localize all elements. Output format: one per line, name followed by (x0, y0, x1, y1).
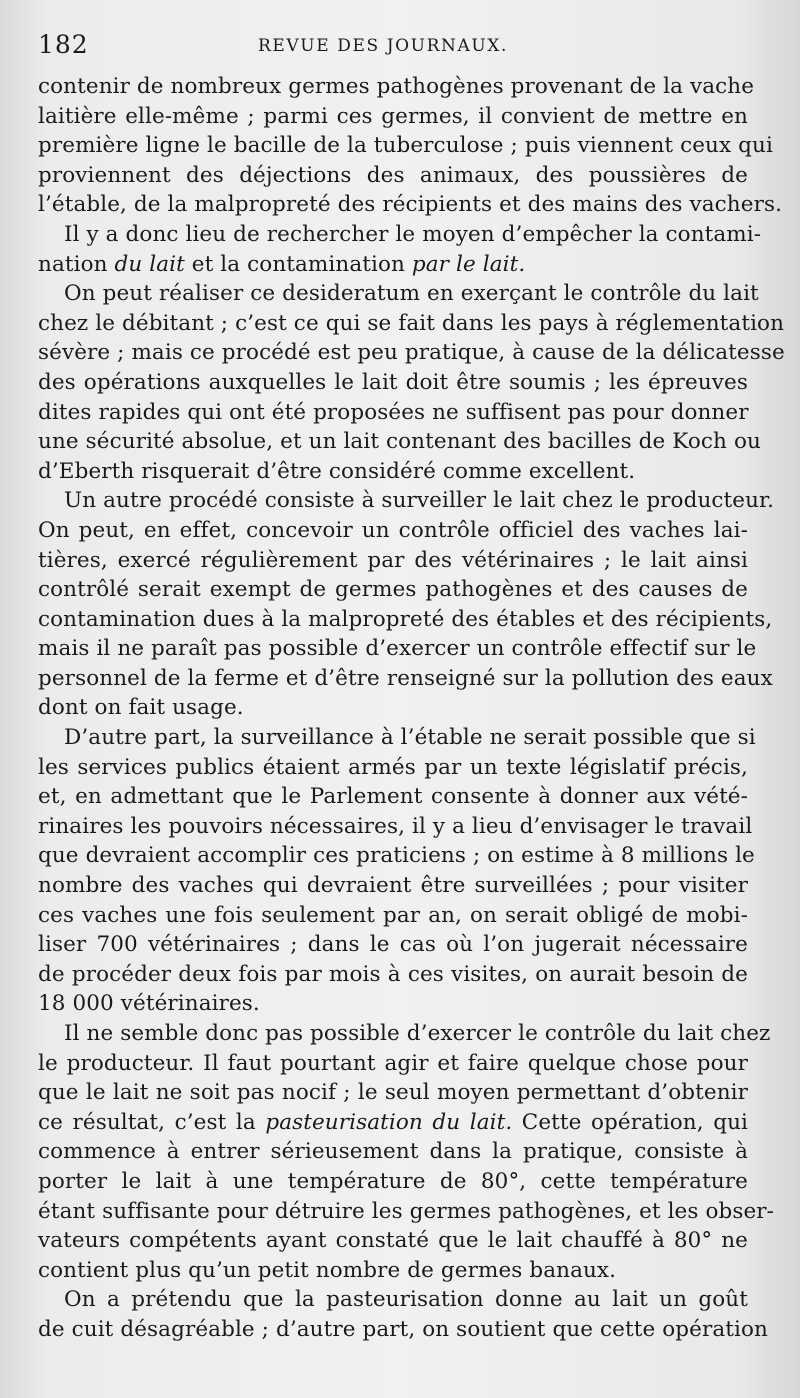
text-line: liser 700 vétérinaires ; dans le cas où l’on jugerait nécessaire (38, 932, 748, 958)
paragraph-start-line: Il y a donc lieu de rechercher le moyen d’empêcher la contami- (64, 221, 762, 247)
text-segment: nation (38, 251, 115, 277)
text-line-with-emphasis (38, 250, 748, 280)
text-line: 18 000 vétérinaires. (38, 991, 260, 1017)
text-line: et, en admettant que le Parlement consente à donner aux vété- (38, 784, 748, 810)
emphasis-du-lait: du lait (114, 251, 185, 277)
text-line: première ligne le bacille de la tuberculose ; puis viennent ceux qui (38, 133, 773, 159)
text-line: dont on fait usage. (38, 695, 244, 721)
text-line: de cuit désagréable ; d’autre part, on soutient que cette opération (38, 1316, 768, 1342)
page-number: 182 (38, 30, 89, 59)
text-line: sévère ; mais ce procédé est peu pratique, à cause de la délicatesse (38, 340, 785, 366)
text-line: d’Eberth risquerait d’être considéré comme excellent. (38, 458, 636, 484)
text-line: mais il ne paraît pas possible d’exercer un contrôle effectif sur le (38, 636, 757, 662)
text-line: le producteur. Il faut pourtant agir et faire quelque chose pour (38, 1050, 748, 1076)
text-line: contient plus qu’un petit nombre de germes banaux. (38, 1257, 617, 1283)
text-line: les services publics étaient armés par un texte législatif précis, (38, 754, 748, 780)
text-line: rinaires les pouvoirs nécessaires, il y a lieu d’envisager le travail (38, 813, 753, 839)
emphasis-par-le-lait: par le lait. (411, 251, 526, 277)
text-segment: Cette opération, qui (512, 1109, 748, 1135)
text-line-with-emphasis (38, 1108, 748, 1138)
text-line: contenir de nombreux germes pathogènes provenant de la vache (38, 74, 755, 99)
text-segment: ce résultat, c’est la (38, 1109, 266, 1135)
text-line: tières, exercé régulièrement par des vétérinaires ; le lait ainsi (38, 547, 748, 573)
paragraph-start-line: Il ne semble donc pas possible d’exercer le contrôle du lait chez (64, 1021, 771, 1046)
running-head (38, 30, 748, 62)
text-line: vateurs compétents ayant constaté que le lait chauffé à 80° ne (38, 1228, 748, 1254)
text-line: de procéder deux fois par mois à ces visites, on aurait besoin de (38, 961, 748, 987)
text-line: porter le lait à une température de 80°, cette température (38, 1168, 748, 1194)
text-segment: et la contamination (184, 251, 412, 277)
text-line: commence à entrer sérieusement dans la pratique, consiste à (38, 1139, 748, 1165)
emphasis-pasteurisation: pasteurisation du lait. (265, 1109, 513, 1135)
text-line: dites rapides qui ont été proposées ne suffisent pas pour donner (38, 399, 749, 425)
text-line: personnel de la ferme et d’être renseigné sur la pollution des eaux (38, 665, 773, 691)
text-line: nombre des vaches qui devraient être surveillées ; pour visiter (38, 873, 748, 899)
text-line: contamination dues à la malpropreté des étables et des récipients, (38, 606, 773, 632)
text-line: contrôlé serait exempt de germes pathogènes et des causes de (38, 577, 748, 603)
body-text (38, 72, 785, 1345)
text-line: On peut, en effet, concevoir un contrôle officiel des vaches lai- (38, 517, 748, 543)
paragraph-start-line: On peut réaliser ce desideratum en exerçant le contrôle du lait (64, 281, 759, 307)
text-line: que le lait ne soit pas nocif ; le seul moyen permettant d’obtenir (38, 1080, 748, 1106)
text-line: que devraient accomplir ces praticiens ; on estime à 8 millions le (38, 843, 755, 869)
text-line: laitière elle-même ; parmi ces germes, il convient de mettre en (38, 103, 748, 129)
text-line: étant suffisante pour détruire les germes pathogènes, et les obser- (38, 1198, 775, 1224)
paragraph-start-line: D’autre part, la surveillance à l’étable ne serait possible que si (64, 725, 756, 751)
text-line: une sécurité absolue, et un lait contenant des bacilles de Koch ou (38, 429, 761, 455)
paragraph-start-line: Un autre procédé consiste à surveiller le lait chez le producteur. (64, 488, 775, 514)
journal-title: REVUE DES JOURNAUX. (258, 36, 508, 56)
text-line: proviennent des déjections des animaux, des poussières de (38, 162, 748, 188)
text-line: chez le débitant ; c’est ce qui se fait dans les pays à réglementation (38, 310, 785, 336)
text-line: l’étable, de la malpropreté des récipients et des mains des vachers. (38, 192, 783, 218)
text-line: des opérations auxquelles le lait doit être soumis ; les épreuves (38, 369, 748, 395)
paragraph-start-line: On a prétendu que la pasteurisation donne au lait un goût (64, 1287, 748, 1313)
text-line: ces vaches une fois seulement par an, on serait obligé de mobi- (38, 902, 748, 928)
